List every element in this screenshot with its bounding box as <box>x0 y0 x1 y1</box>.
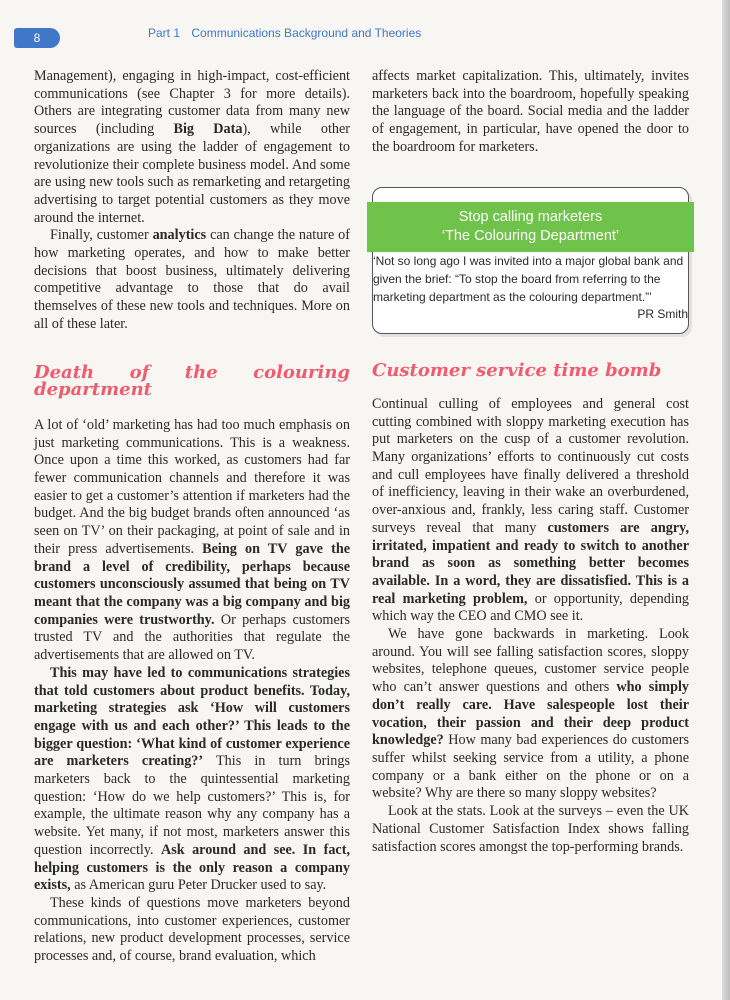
left-column <box>34 68 350 966</box>
callout-attribution: PR Smith <box>637 306 688 321</box>
paragraph <box>372 626 689 803</box>
right-column <box>372 68 689 856</box>
bold-text: This may have led to communications strategies that told customers about product benefits. Today, marketing strategies ask ‘How will customers engage with us and each other?’ This leads to the bigger question: ‘What kind of customer experience are marketers creating?’ <box>34 664 350 770</box>
callout-title-line: Stop calling marketers <box>458 208 603 225</box>
text: Continual culling of employees and general cost cutting combined with sloppy marketing execution has put marketers on the cusp of a customer revolution. Many organizations’ efforts to continuously cut costs and cull employees have finally delivered a threshold of inefficiency, leaving in their wake an overburdened, over-anxious and, frankly, less caring staff. Customer surveys reveal that many <box>372 395 689 536</box>
running-head-part: Part 1 <box>148 26 181 40</box>
paragraph: affects market capitalization. This, ultimately, invites marketers back into the boardroom, hopefully speaking the language of the board. Social media and the ladder of engagement, in particular, have opened the door to the boardroom for marketers. <box>372 68 689 155</box>
bold-text: who simply don’t really care. Have salespeople lost their vocation, their passion and their deep product knowledge? <box>372 679 689 749</box>
text: or opportunity, depending which way the CEO and CMO see it. <box>372 590 690 625</box>
bold-text: customers are angry, irritated, impatient and ready to switch to another brand as soon as something better becomes available. In a word, they are dissatisfied. This is a real marketing problem, <box>372 519 690 607</box>
callout-title <box>367 202 694 252</box>
callout-quote: ‘Not so long ago I was invited into a major global bank and given the brief: “To stop the board from referring to the marketing department as the colouring department.”’ <box>373 253 684 304</box>
callout-title-line: ‘The Colouring Department’ <box>441 227 620 244</box>
text: Finally, customer <box>50 227 149 244</box>
text: Or perhaps customers trusted TV and the authorities that regulate the advertisements that are allowed on TV. <box>34 611 350 664</box>
paragraph <box>34 68 350 227</box>
bold-text: Ask around and see. In fact, helping customers is the only reason a company exists, <box>34 841 350 894</box>
paragraph: These kinds of questions move marketers beyond communications, into customer experiences, customer relations, new product development processes, service processes and, of course, brand evaluation, which <box>34 894 350 965</box>
bold-text: Being on TV gave the brand a level of credibility, perhaps because customers unconsciously assumed that being on TV meant that the company was a big company and big companies were trustworthy. <box>34 540 351 628</box>
page-number-badge: 8 <box>14 28 60 48</box>
text: This in turn brings marketers back to the quintessential marketing question: ‘How do we help customers?’ This is, for example, the ultimate reason why any company has a website. Yet many, if not most, marketers answer this question incorrectly. <box>34 753 350 858</box>
paragraph <box>372 396 689 626</box>
section-heading-customer-service: Customer service time bomb <box>372 360 662 382</box>
text: Management), engaging in high-impact, cost-efficient communications (see Chapter 3 for more details). Others are integrating customer data from many new sources (including <box>34 68 350 138</box>
running-head-title: Communications Background and Theories <box>191 26 422 40</box>
section-heading-colouring-department: Death of the colouring department <box>34 361 350 401</box>
text: How many bad experiences do customers suffer whilst seeking service from a utility, a phone company or a bank either on the phone or on a website? Why are there so many sloppy websites? <box>372 732 689 802</box>
text: as American guru Peter Drucker used to say. <box>74 877 327 894</box>
running-head <box>148 26 421 40</box>
paragraph <box>34 665 350 895</box>
page-edge <box>722 0 730 1000</box>
paragraph: Look at the stats. Look at the surveys – even the UK National Customer Satisfaction Index shows falling satisfaction scores amongst the top-performing brands. <box>372 803 689 855</box>
text: A lot of ‘old’ marketing has had too much emphasis on just marketing communications. This is a weakness. Once upon a time this worked, as customers had far fewer communication channels and therefore it was easier to get a customer’s attention if marketers had the budget. And the big budget brands often announced ‘as seen on TV’ on their packaging, at point of sale and in their press advertisements. <box>34 416 350 557</box>
bold-text: analytics <box>152 227 207 244</box>
text: We have gone backwards in marketing. Look around. You will see falling satisfaction scores, sloppy websites, telephone queues, customer service people who can’t answer questions and others <box>372 626 689 696</box>
callout-box <box>372 187 689 335</box>
paragraph <box>34 227 350 333</box>
text: can change the nature of how marketing operates, and how to make better decisions that boost business, ultimately delivering competitive advantage to those that do avail themselves of these new tools and techniques. More on all of these later. <box>34 227 350 332</box>
bold-text: Big Data <box>173 121 243 138</box>
text: ), while other organizations are using the ladder of engagement to revolutionize their complete business model. And some are using new tools such as remarketing and retargeting advertising to target potential customers as they move around the internet. <box>34 121 351 226</box>
paragraph <box>34 417 350 665</box>
